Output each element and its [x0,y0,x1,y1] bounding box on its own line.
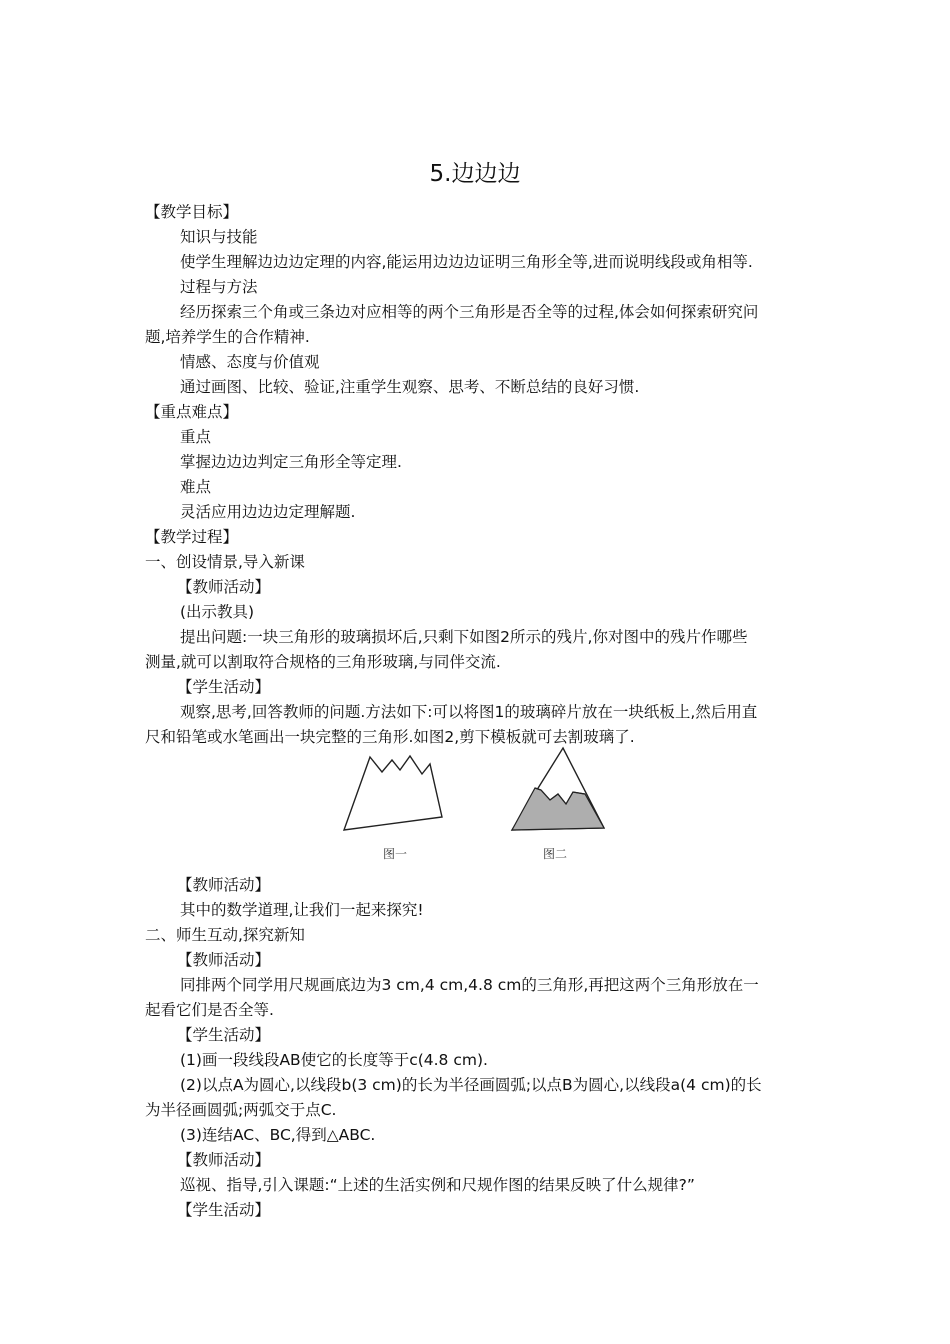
paragraph: 巡视、指导,引入课题:“上述的生活实例和尺规作图的结果反映了什么规律?” [180,1176,695,1194]
activity-label-teacher: 【教师活动】 [177,1151,271,1169]
subheading-difficulty: 难点 [180,478,212,496]
subheading-knowledge: 知识与技能 [180,228,258,246]
paragraph-continued: 尺和铅笔或水笔画出一块完整的三角形.如图2,剪下模板就可去割玻璃了. [145,728,635,746]
paragraph: 同排两个同学用尺规画底边为3 cm,4 cm,4.8 cm的三角形,再把这两个三角形放在一 [180,976,759,994]
paragraph: 提出问题:一块三角形的玻璃损坏后,只剩下如图2所示的残片,你对图中的残片作哪些 [180,628,748,646]
section-heading-process: 【教学过程】 [145,528,239,546]
activity-label-student: 【学生活动】 [177,1026,271,1044]
activity-label-student: 【学生活动】 [177,1201,271,1219]
paragraph: 掌握边边边判定三角形全等定理. [180,453,402,471]
paragraph-continued: 题,培养学生的合作精神. [145,328,310,346]
subheading-process: 过程与方法 [180,278,258,296]
figure-drawing [340,742,610,872]
numbered-heading-2: 二、师生互动,探究新知 [145,926,305,944]
paragraph: 观察,思考,回答教师的问题.方法如下:可以将图1的玻璃碎片放在一块纸板上,然后用直 [180,703,758,721]
subheading-key: 重点 [180,428,212,446]
subheading-attitude: 情感、态度与价值观 [180,353,320,371]
step-3: (3)连结AC、BC,得到△ABC. [180,1126,376,1144]
paragraph: 灵活应用边边边定理解题. [180,503,356,521]
paragraph: 使学生理解边边边定理的内容,能运用边边边证明三角形全等,进而说明线段或角相等. [180,253,753,271]
figure-caption-1: 图一 [383,847,408,861]
section-heading-objectives: 【教学目标】 [145,203,239,221]
numbered-heading-1: 一、创设情景,导入新课 [145,553,305,571]
glass-figures [340,742,610,872]
paragraph: 通过画图、比较、验证,注重学生观察、思考、不断总结的良好习惯. [180,378,640,396]
step-1: (1)画一段线段AB使它的长度等于c(4.8 cm). [180,1051,488,1069]
paragraph: 经历探索三个角或三条边对应相等的两个三角形是否全等的过程,体会如何探索研究问 [180,303,759,321]
paragraph: 其中的数学道理,让我们一起来探究! [180,901,424,919]
activity-label-student: 【学生活动】 [177,678,271,696]
activity-label-teacher: 【教师活动】 [177,951,271,969]
activity-label-teacher: 【教师活动】 [177,876,271,894]
paragraph: (出示教具) [180,603,255,621]
paragraph-continued: 测量,就可以割取符合规格的三角形玻璃,与同伴交流. [145,653,501,671]
section-heading-key-points: 【重点难点】 [145,403,239,421]
step-2: (2)以点A为圆心,以线段b(3 cm)的长为半径画圆弧;以点B为圆心,以线段a(4 cm)的长 [180,1076,762,1094]
page-title: 5.边边边 [429,161,521,187]
figure-caption-2: 图二 [543,847,568,861]
step-2-continued: 为半径画圆弧;两弧交于点C. [145,1101,337,1119]
activity-label-teacher: 【教师活动】 [177,578,271,596]
paragraph-continued: 起看它们是否全等. [145,1001,274,1019]
figure-one-glass-shard [344,756,442,830]
